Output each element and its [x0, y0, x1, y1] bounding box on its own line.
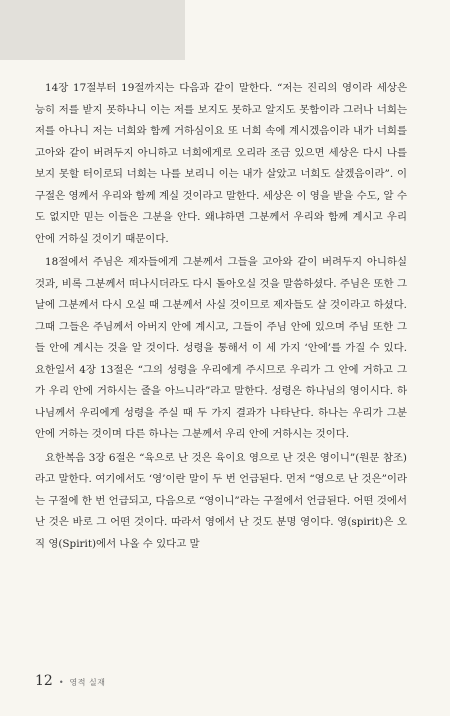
paragraph-2: 18절에서 주님은 제자들에게 그분께서 그들을 고아와 같이 버려두지 아니하실 것과, 비록 그분께서 떠나시더라도 다시 돌아오실 것을 말씀하셨다. 주님은 또한 그날에 그분께서 다시 오실 때 그분께서 사실 것이므로 제자들도 살 것이라고 하셨다. 그때 그들은 주님께서 아버지 안에 계시고, 그들이 주님 안에 있으며 주님 또한 그들 안에 계시는 것을 알 것이다. 성령을 통해서 이 세 가지 ‘안에’를 가질 수 있다. 요한일서 4장 13절은 “그의 성령을 우리에게 주시므로 우리가 그 안에 거하고 그가 우리 안에 거하시는 줄을 아느니라”라고 말한다. 성령은 하나님의 영이시다. 하나님께서 우리에게 성령을 주실 때 두 가지 결과가 나타난다. 하나는 우리가 그분 안에 거하는 것이며 다른 하나는 그분께서 우리 안에 거하시는 것이다. [35, 256, 407, 440]
corner-shading [0, 0, 185, 60]
footer-separator: • [58, 678, 64, 687]
page-number: 12 [35, 673, 53, 689]
paragraph-1: 14장 17절부터 19절까지는 다음과 같이 말한다. “저는 진리의 영이라 세상은 능히 저를 받지 못하나니 이는 저를 보지도 못하고 알지도 못함이라 그러나 너희는 저를 아나니 저는 너희와 함께 거하심이요 또 너희 속에 계시겠음이라 내가 너희를 고아와 같이 버려두지 아니하고 너희에게로 오리라 조금 있으면 세상은 다시 나를 보지 못할 터이로되 너희는 나를 보리니 이는 내가 살았고 너희도 살겠음이라”. 이 구절은 영께서 우리와 함께 계실 것이라고 말한다. 세상은 이 영을 받을 수도, 알 수도 없지만 믿는 이들은 그분을 안다. 왜냐하면 그분께서 우리와 함께 계시고 우리 안에 거하실 것이기 때문이다. [35, 82, 407, 245]
body-text [35, 78, 407, 555]
paragraph-3: 요한복음 3장 6절은 “육으로 난 것은 육이요 영으로 난 것은 영이니”(원문 참조)라고 말한다. 여기에서도 ‘영’이란 말이 두 번 언급된다. 먼저 “영으로 난 것은”이라는 구절에 한 번 언급되고, 다음으로 “영이니”라는 구절에서 언급된다. 어떤 것에서 난 것은 바로 그 어떤 것이다. 따라서 영에서 난 것도 분명 영이다. 영(spirit)은 오직 영(Spirit)에서 나올 수 있다고 말 [35, 451, 407, 550]
page-footer [35, 673, 106, 689]
running-title: 영적 실재 [69, 678, 106, 687]
